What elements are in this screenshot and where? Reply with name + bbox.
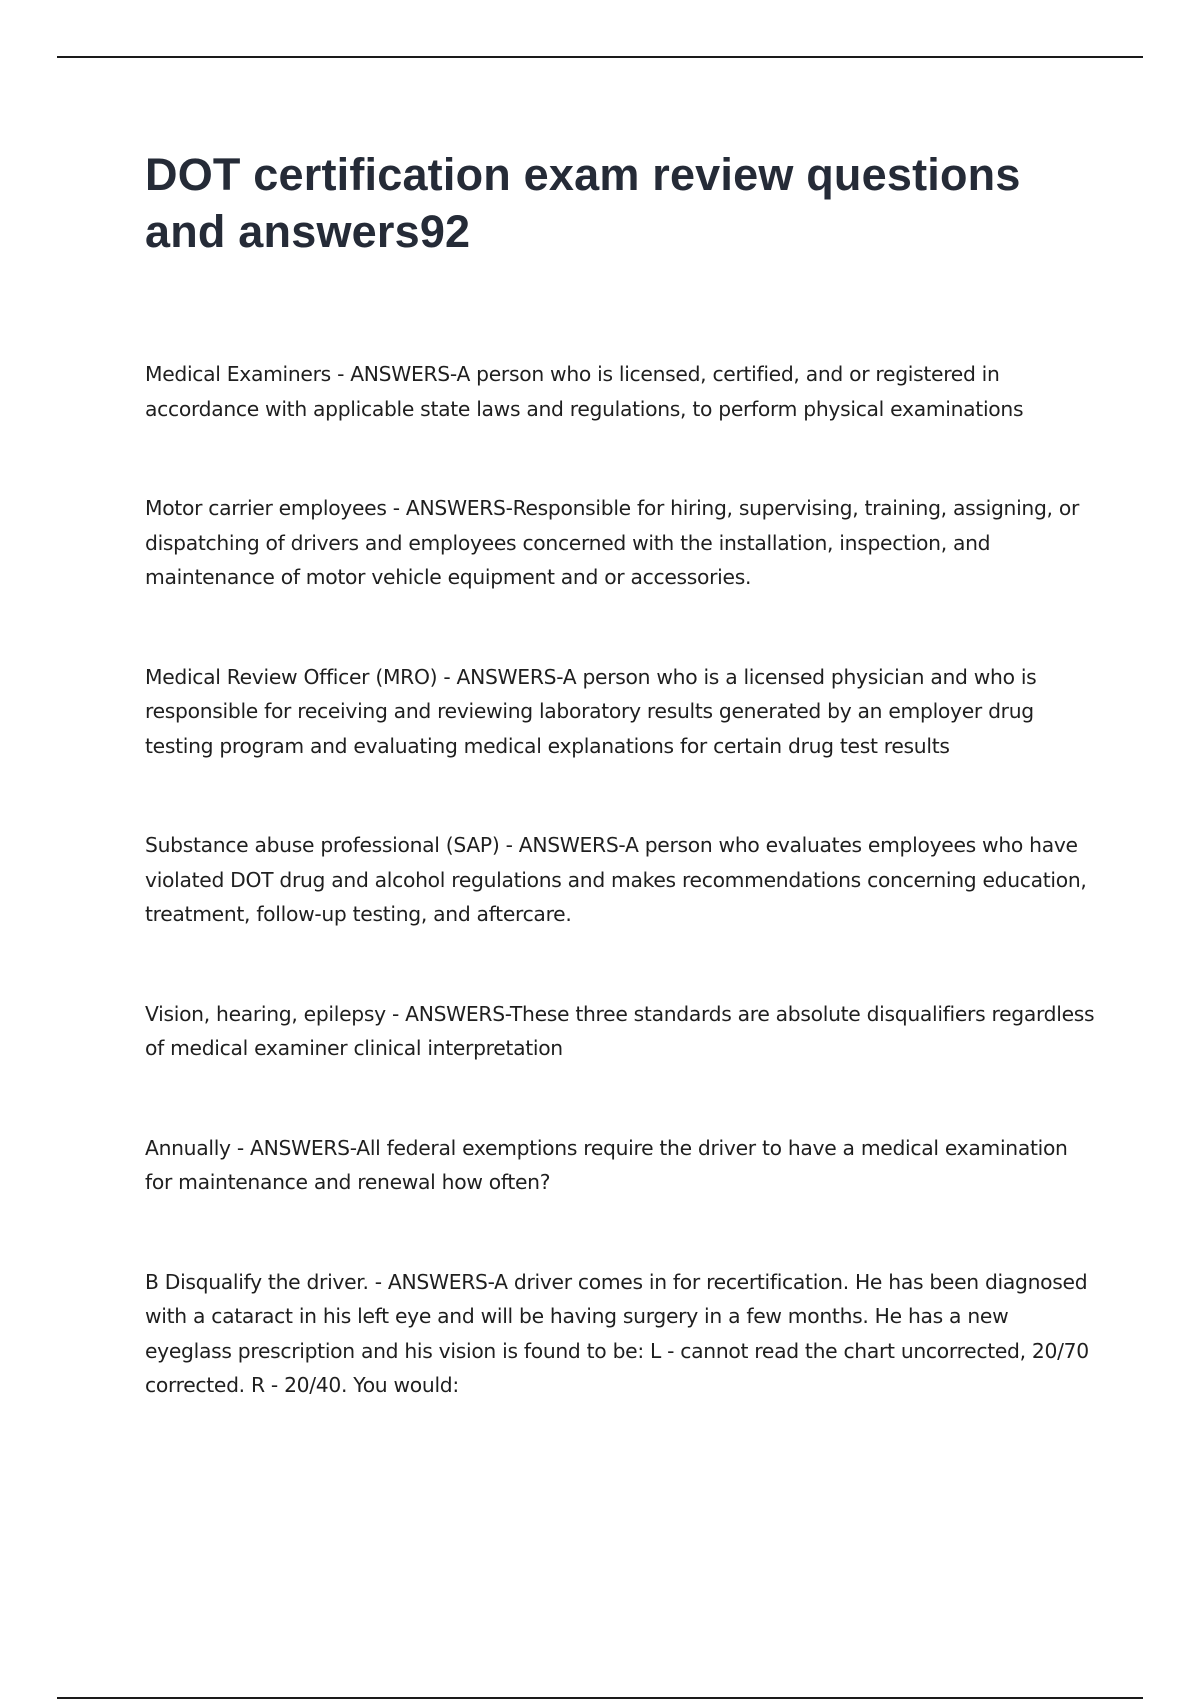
qa-item: Substance abuse professional (SAP) - ANSWERS-A person who evaluates employees who have violated DOT drug and alcohol regulations and makes recommendations concerning education, treatment, follow-up testing, and aftercare.	[145, 833, 1087, 926]
qa-item: Medical Review Officer (MRO) - ANSWERS-A person who is a licensed physician and who is responsible for receiving and reviewing laboratory results generated by an employer drug testing program and evaluating medical explanations for certain drug test results	[145, 664, 1037, 758]
bottom-divider	[57, 1697, 1143, 1699]
qa-item: Motor carrier employees - ANSWERS-Responsible for hiring, supervising, training, assigning, or dispatching of drivers and employees concerned with the installation, inspection, and maintenance of motor vehicle equipment and or accessories.	[145, 496, 1079, 589]
qa-item: Medical Examiners - ANSWERS-A person who is licensed, certified, and or registered in accordance with applicable state laws and regulations, to perform physical examinations	[145, 362, 1024, 421]
page-title: DOT certification exam review questions and answers92	[145, 149, 1021, 257]
qa-list	[145, 357, 1095, 1468]
qa-item: B Disqualify the driver. - ANSWERS-A driver comes in for recertification. He has been diagnosed with a cataract in his left eye and will be having surgery in a few months. He has a new eyeglass prescription and his vision is found to be: L - cannot read the chart uncorrected, 20/70 corrected. R - 20/40. You would:	[145, 1269, 1089, 1397]
qa-item: Annually - ANSWERS-All federal exemptions require the driver to have a medical examination for maintenance and renewal how often?	[145, 1135, 1068, 1194]
top-divider	[57, 56, 1143, 58]
qa-item: Vision, hearing, epilepsy - ANSWERS-These three standards are absolute disqualifiers regardless of medical examiner clinical interpretation	[145, 1001, 1095, 1060]
